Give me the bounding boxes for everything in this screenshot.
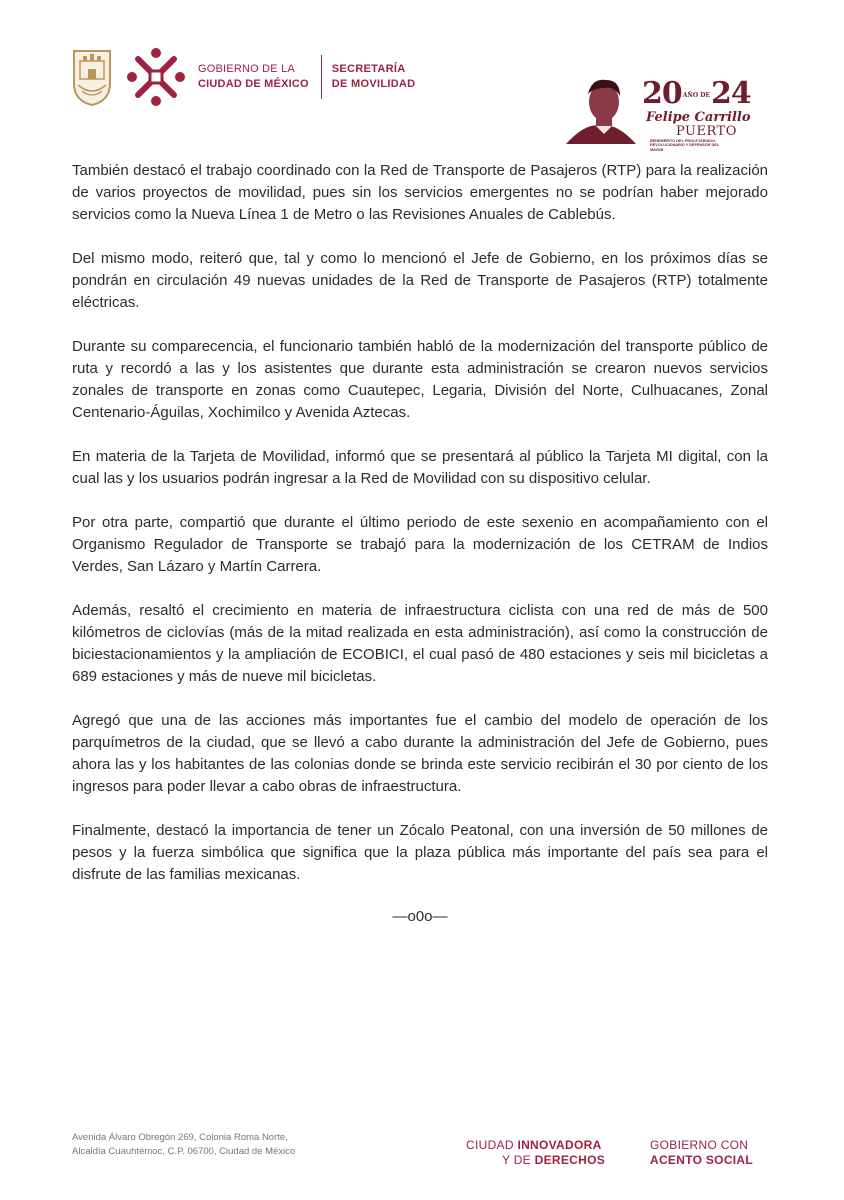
portrait-icon bbox=[566, 72, 636, 147]
header bbox=[70, 42, 415, 112]
slogan2-part-b: ACENTO SOCIAL bbox=[650, 1153, 754, 1167]
paragraph: También destacó el trabajo coordinado con la Red de Transporte de Pasajeros (RTP) para la realización de varios proyectos de movilidad, pues sin los servicios emergentes no se podrían haber mejorado servicios como la Nueva Línea 1 de Metro o las Revisiones Anuales de Cablebús. bbox=[72, 162, 768, 223]
press-release-body bbox=[72, 160, 768, 925]
honoree-name: Felipe Carrillo bbox=[646, 110, 751, 125]
secretariat-name bbox=[332, 62, 416, 92]
slogan2-part-a: GOBIERNO CON bbox=[650, 1138, 749, 1152]
paragraph: Finalmente, destacó la importancia de tener un Zócalo Peatonal, con una inversión de 50 millones de pesos y la fuerza simbólica que significa que la plaza pública más importante del país sea para el disfrute de las familias mexicanas. bbox=[72, 822, 768, 883]
cdmx-emblem-icon bbox=[124, 45, 188, 109]
sec-line-2: DE MOVILIDAD bbox=[331, 78, 416, 90]
address-line-1: Avenida Álvaro Obregón 269, Colonia Roma Norte, bbox=[72, 1132, 288, 1143]
paragraph: En materia de la Tarjeta de Movilidad, informó que se presentará al público la Tarjeta MI digital, con la cual las y los usuarios podrán ingresar a la Red de Movilidad con su dispositivo celular. bbox=[72, 448, 768, 487]
paragraph: Además, resaltó el crecimiento en materia de infraestructura ciclista con una red de más de 500 kilómetros de ciclovías (más de la mitad realizada en esta administración), así como la construcción de biciestacionamientos y la ampliación de ECOBICI, el cual pasó de 480 estaciones y seis mil bicicletas a 689 estaciones y más de nueve mil bicicletas. bbox=[72, 602, 768, 685]
paragraph: Del mismo modo, reiteró que, tal y como lo mencionó el Jefe de Gobierno, en los próximos días se pondrán en circulación 49 nuevas unidades de la Red de Transporte de Pasajeros (RTP) totalmente eléctricas. bbox=[72, 250, 768, 311]
header-divider bbox=[321, 55, 322, 99]
slogan1-part-b: INNOVADORA bbox=[517, 1138, 602, 1152]
slogan1-part-d: DERECHOS bbox=[534, 1153, 606, 1167]
gov-line-2: CIUDAD DE MÉXICO bbox=[198, 78, 309, 90]
honoree-subtitle: BENEMÉRITO DEL PROLETARIADO, REVOLUCIONARIO Y DEFENSOR DEL MAYAB bbox=[650, 139, 719, 152]
year-prefix: 20 bbox=[642, 76, 682, 111]
closing-mark: —o0o— bbox=[392, 908, 448, 925]
address-line-2: Alcaldía Cuauhtémoc, C.P. 06700, Ciudad de México bbox=[72, 1146, 296, 1157]
year-text bbox=[642, 76, 751, 111]
honoree-surname: PUERTO bbox=[676, 124, 737, 139]
year-small: AÑO DE bbox=[682, 91, 710, 99]
coat-of-arms-icon bbox=[70, 47, 114, 107]
year-suffix: 24 bbox=[710, 76, 751, 111]
paragraph: Por otra parte, compartió que durante el último periodo de este sexenio en acompañamiento con el Organismo Regulador de Transporte se trabajó para la modernización de los CETRAM de Indios Verdes, San Lázaro y Martín Carrera. bbox=[72, 514, 768, 575]
footer-slogan-innovadora bbox=[466, 1138, 605, 1168]
gov-line-1: GOBIERNO DE LA bbox=[198, 63, 295, 75]
paragraph: Agregó que una de las acciones más importantes fue el cambio del modelo de operación de los parquímetros de la ciudad, que se llevó a cabo durante la administración del Jefe de Gobierno, pues ahora las y los habitantes de las colonias donde se brinda este servicio recibirán el 30 por ciento de los ingresos para poder llevar a cabo obras de infraestructura. bbox=[72, 712, 768, 795]
slogan1-part-c: Y DE bbox=[502, 1153, 535, 1167]
government-name bbox=[198, 62, 309, 92]
paragraph: Durante su comparecencia, el funcionario también habló de la modernización del transporte público de ruta y recordó a las y los asistentes que durante esta administración se crearon nuevos servicios zonales de transporte en zonas como Cuautepec, Legaria, División del Norte, Culhuacanes, Zonal Centenario-Águilas, Xochimilco y Avenida Aztecas. bbox=[72, 338, 768, 421]
footer-address bbox=[72, 1131, 295, 1159]
sec-line-1: SECRETARÍA bbox=[331, 63, 406, 75]
year-logo bbox=[566, 72, 776, 152]
slogan1-part-a: CIUDAD bbox=[466, 1138, 518, 1152]
footer-slogan-acento bbox=[650, 1138, 753, 1168]
